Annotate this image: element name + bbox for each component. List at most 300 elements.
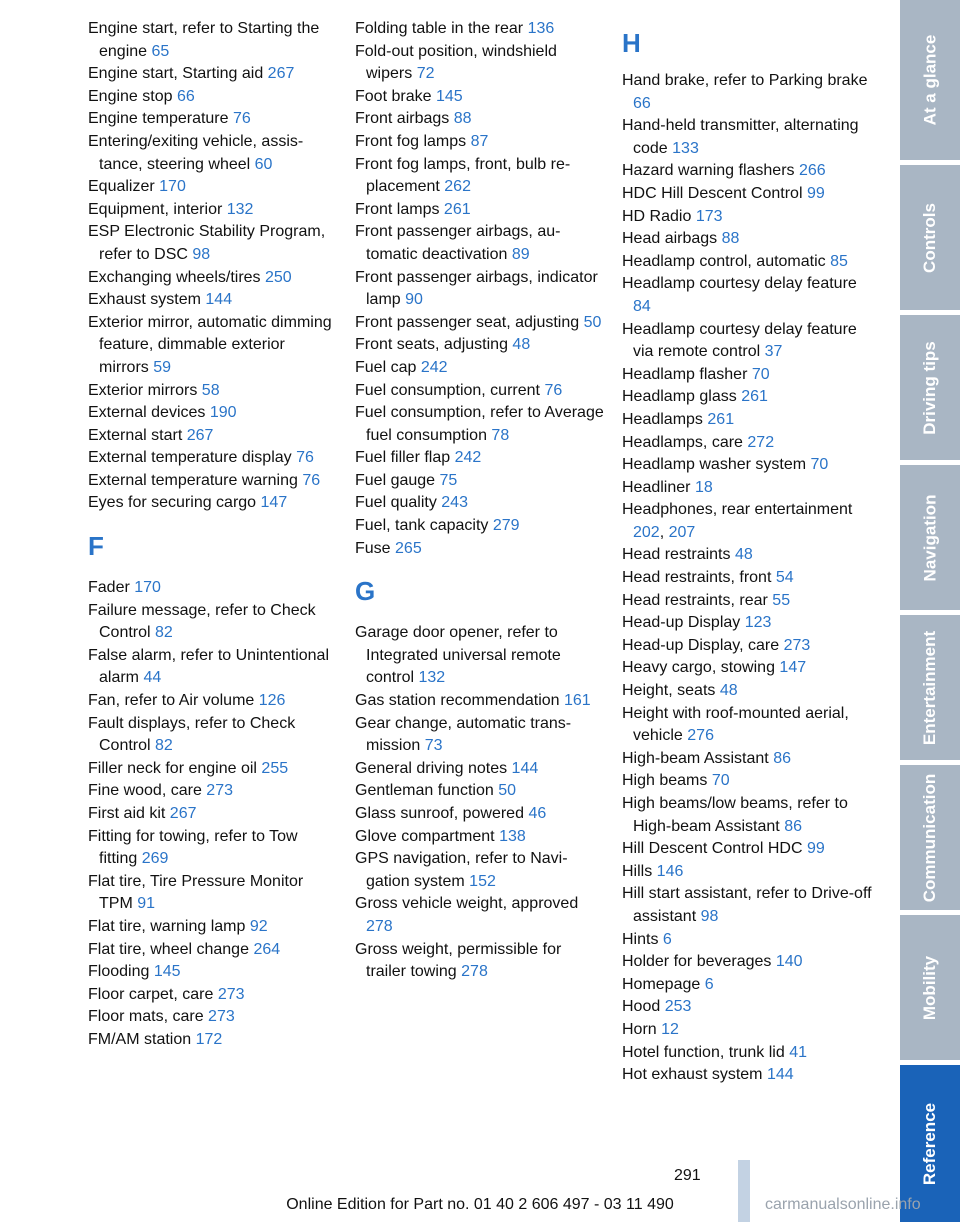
page-reference-link[interactable]: 85 [830, 252, 848, 270]
page-reference-link[interactable]: 267 [169, 805, 197, 822]
page-reference-link[interactable]: 144 [511, 759, 539, 777]
page-reference-link[interactable]: 261 [707, 410, 735, 428]
index-entry-text: ESP Electronic Stability Program, refer to DSC [88, 223, 326, 263]
index-entry [355, 713, 605, 758]
index-entry [622, 454, 872, 477]
page-reference-link[interactable]: 86 [773, 749, 791, 767]
index-entry-text: Hazard warning flashers [622, 162, 795, 180]
index-entry-text: Head restraints, front [622, 569, 772, 587]
index-entry [622, 612, 872, 635]
index-entry-text: Equipment, interior [88, 200, 223, 218]
index-entry-text: Front airbags [355, 110, 450, 128]
index-entry-text: First aid kit [88, 805, 166, 822]
page-reference-link[interactable]: 261 [741, 388, 768, 406]
page-reference-link[interactable]: 144 [205, 291, 233, 309]
page-reference-link[interactable]: 59 [153, 358, 172, 376]
page-reference-link[interactable]: 60 [254, 155, 273, 173]
index-entry [355, 221, 605, 266]
index-entry [88, 826, 338, 871]
index-entry [88, 916, 338, 939]
page-reference-link[interactable]: 147 [779, 659, 807, 677]
page-reference-link[interactable]: 46 [528, 805, 547, 822]
index-entry-text: Exhaust system [88, 291, 201, 309]
index-entry [355, 131, 605, 154]
page-reference-link[interactable]: 84 [633, 297, 651, 315]
index-entry [88, 267, 338, 290]
page-reference-link[interactable]: 58 [201, 381, 220, 399]
index-entry [88, 131, 338, 176]
watermark-text: carmanualsonline.info [765, 1196, 921, 1213]
page-reference-link[interactable]: 243 [441, 494, 468, 512]
index-entry [355, 402, 605, 447]
page-reference-link[interactable]: 99 [806, 840, 825, 858]
page-reference-link[interactable]: 99 [806, 184, 825, 202]
page-reference-link[interactable]: 279 [492, 517, 520, 535]
index-entry-text: Engine stop [88, 87, 173, 105]
page-reference-link[interactable]: 273 [217, 985, 245, 1003]
page-reference-link[interactable]: 54 [775, 569, 794, 587]
page-reference-link[interactable]: 132 [226, 200, 254, 218]
index-entry-text: Front passenger airbags, automatic deactivation [355, 223, 561, 263]
index-entry-text: Flat tire, wheel change [88, 940, 249, 958]
index-entry-text: Headlamp courtesy delay feature [622, 275, 857, 293]
tab-controls[interactable] [900, 165, 960, 310]
index-entry-text: Flat tire, Tire Pressure Monitor TPM [88, 872, 304, 913]
index-entry [355, 334, 605, 357]
index-entry [622, 657, 872, 680]
index-entry-text: Headlamp courtesy delay feature via remote control [622, 320, 857, 361]
index-entry-text: Hill Descent Control HDC [622, 840, 803, 858]
index-entry [88, 600, 338, 645]
index-entry-text: Hood [622, 998, 661, 1016]
index-entry [622, 861, 872, 884]
index-entry [88, 871, 338, 916]
index-entry [355, 108, 605, 131]
index-entry-text: Fuel filler flap [355, 449, 451, 467]
page-reference-link[interactable]: 266 [798, 162, 826, 180]
index-entry [622, 364, 872, 387]
index-entry [622, 1019, 872, 1042]
index-entry [88, 939, 338, 962]
index-entry-text: Front fog lamps, front, bulb replacement [355, 155, 571, 196]
index-entry [622, 996, 872, 1019]
index-entry [622, 1042, 872, 1065]
index-entry-text: High-beam Assistant [622, 749, 769, 767]
page-reference-link[interactable]: 267 [267, 65, 295, 83]
page-reference-link[interactable]: 202 [633, 523, 660, 541]
page-reference-link[interactable]: 88 [721, 230, 740, 248]
index-entry-text: Flat tire, warning lamp [88, 917, 246, 935]
index-entry [622, 951, 872, 974]
page-reference-link[interactable]: 76 [232, 110, 251, 128]
index-entry-text: Hand-held transmitter, alternating code [622, 117, 859, 157]
index-entry [88, 176, 338, 199]
index-entry-text: Hand brake, refer to Parking brake [622, 72, 868, 89]
page-reference-link[interactable]: 273 [783, 636, 811, 654]
index-entry-text: Headlamps [622, 410, 703, 428]
index-entry [88, 713, 338, 758]
index-entry-text: Headphones, rear entertainment [622, 501, 853, 519]
page-reference-link[interactable]: 98 [192, 245, 211, 263]
page-reference-link[interactable]: 242 [420, 358, 448, 376]
index-entry-text: Filler neck for engine oil [88, 759, 257, 777]
page-reference-link[interactable]: 140 [775, 953, 803, 971]
page-reference-link[interactable]: 48 [719, 682, 738, 700]
index-entry [355, 267, 605, 312]
index-entry-text: GPS navigation, refer to Navigation system [355, 850, 568, 890]
index-entry [622, 929, 872, 952]
index-entry [622, 160, 872, 183]
page-reference-link[interactable]: 278 [461, 963, 488, 981]
index-entry [355, 803, 605, 826]
page-reference-link[interactable]: 78 [491, 426, 510, 444]
page-reference-link[interactable]: 6 [662, 930, 672, 948]
page-reference-link[interactable]: 82 [155, 737, 173, 755]
page-reference-link[interactable]: 76 [296, 449, 314, 467]
index-entry [88, 402, 338, 425]
index-entry-text: Gear change, automatic transmission [355, 714, 572, 755]
tab-at-a-glance[interactable] [900, 0, 960, 160]
page-reference-link[interactable]: 41 [789, 1043, 807, 1061]
index-entry-text: Floor mats, care [88, 1008, 204, 1026]
index-entry-text: Horn [622, 1020, 657, 1038]
index-entry [88, 425, 338, 448]
index-entry-text: HD Radio [622, 207, 692, 225]
index-entry [355, 447, 605, 470]
index-entry-text: Glove compartment [355, 827, 495, 845]
page-reference-link[interactable]: 138 [499, 827, 526, 845]
page-reference-link[interactable]: 92 [249, 917, 268, 935]
edition-footer: Online Edition for Part no. 01 40 2 606 497 - 03 11 490 [286, 1196, 674, 1213]
index-entry-text: Front passenger seat, adjusting [355, 313, 580, 331]
index-entry-text: Gentleman function [355, 782, 494, 800]
page-reference-link[interactable]: 261 [443, 200, 471, 218]
page-reference-link[interactable]: 170 [159, 178, 186, 196]
index-entry [88, 780, 338, 803]
index-column-1 [88, 18, 338, 1052]
index-entry [355, 893, 605, 938]
index-entry-text: External start [88, 426, 183, 444]
index-entry [88, 380, 338, 403]
page-reference-link[interactable]: 65 [151, 42, 170, 60]
index-entry-text: Hints [622, 930, 659, 948]
tab-driving-tips[interactable] [900, 315, 960, 460]
page-reference-link[interactable]: 147 [260, 494, 288, 512]
index-entry-text: Fitting for towing, refer to Tow fitting [88, 827, 298, 868]
page-reference-link[interactable]: 273 [206, 782, 233, 800]
page-reference-link[interactable]: 12 [661, 1020, 679, 1038]
index-entry-text: Fader [88, 579, 130, 597]
index-entry [622, 432, 872, 455]
page-reference-link[interactable]: 265 [395, 539, 422, 557]
index-entry-text: Folding table in the rear [355, 20, 524, 37]
index-entry-text: Fuse [355, 539, 391, 557]
index-entry [88, 18, 338, 63]
index-entry-text: Floor carpet, care [88, 985, 214, 1003]
index-entry-text: Height, seats [622, 682, 716, 700]
index-entry-text: Headlamps, care [622, 433, 743, 451]
index-entry: Headphones, rear entertainment 202, 207 [622, 501, 853, 541]
page-reference-link[interactable]: 76 [544, 381, 563, 399]
page-reference-link[interactable]: 207 [668, 523, 696, 541]
index-entry [88, 492, 338, 515]
index-entry [355, 357, 605, 380]
index-entry [622, 883, 872, 928]
tab-label: Communication [920, 773, 940, 902]
index-entry-text: Front fog lamps [355, 132, 467, 150]
index-entry [622, 748, 872, 771]
index-entry [622, 183, 872, 206]
page-reference-link[interactable]: 70 [711, 772, 730, 790]
index-entry-text: Head restraints, rear [622, 591, 768, 609]
page-reference-link[interactable]: 144 [766, 1066, 794, 1084]
index-entry [622, 319, 872, 364]
index-entry-text: Front seats, adjusting [355, 336, 508, 354]
index-entry [622, 544, 872, 567]
index-entry-text: Engine start, refer to Starting the engine [88, 20, 320, 60]
index-entry-text: Engine temperature [88, 110, 229, 128]
page-reference-link[interactable]: 267 [186, 426, 214, 444]
page-reference-link[interactable]: 88 [453, 110, 472, 128]
page-reference-link[interactable]: 264 [253, 940, 281, 958]
index-entry-text: Exchanging wheels/tires [88, 268, 261, 286]
index-entry-text: Headlamp glass [622, 388, 737, 406]
index-entry-text: Glass sunroof, powered [355, 805, 524, 822]
index-entry [355, 199, 605, 222]
page-reference-link[interactable]: 87 [470, 132, 489, 150]
page-reference-link[interactable]: 44 [143, 669, 162, 687]
index-entry [355, 538, 605, 561]
page-reference-link[interactable]: 190 [209, 404, 237, 422]
index-entry [88, 221, 338, 266]
index-entry [622, 206, 872, 229]
index-entry [622, 838, 872, 861]
index-entry-text: Hot exhaust system [622, 1066, 763, 1084]
index-entry-text: Front passenger airbags, indicator lamp [355, 268, 598, 309]
page-reference-link[interactable]: 242 [454, 449, 482, 467]
index-entry-text: Gas station recommendation [355, 692, 560, 710]
page-reference-link[interactable]: 152 [469, 872, 496, 890]
index-entry-text: External temperature display [88, 449, 292, 467]
page-reference-link[interactable]: 123 [744, 614, 772, 632]
index-entry [88, 470, 338, 493]
index-entry [355, 622, 605, 690]
index-column-3 [622, 18, 872, 1087]
index-entry-text: Heavy cargo, stowing [622, 659, 775, 677]
index-entry [355, 18, 605, 41]
index-entry [355, 848, 605, 893]
index-entry [355, 380, 605, 403]
page-reference-link[interactable]: 173 [695, 207, 723, 225]
index-entry [355, 939, 605, 984]
tab-label: Controls [920, 202, 940, 273]
index-entry-text: Fuel cap [355, 358, 417, 376]
page-reference-link[interactable]: 278 [366, 917, 393, 935]
page-reference-link[interactable]: 89 [511, 245, 530, 263]
index-entry [622, 590, 872, 613]
index-entry-text: Entering/exiting vehicle, assistance, steering wheel [88, 132, 304, 173]
index-entry-text: Exterior mirror, automatic dimming feature, dimmable exterior mirrors [88, 313, 332, 376]
page-reference-link[interactable]: 70 [810, 456, 829, 474]
index-entry [355, 690, 605, 713]
index-entry-text: External temperature warning [88, 471, 298, 489]
index-entry-text: Gross vehicle weight, approved [355, 895, 579, 913]
index-entry-text: Head airbags [622, 230, 718, 248]
page-reference-link[interactable]: 50 [498, 782, 516, 800]
tab-label: Mobility [920, 955, 939, 1020]
index-entry [622, 70, 872, 115]
index-entry-text: General driving notes [355, 759, 508, 777]
index-entry [355, 470, 605, 493]
index-entry [622, 273, 872, 318]
page-number: 291 [674, 1167, 701, 1184]
page-reference-link[interactable]: 145 [435, 87, 463, 105]
index-entry-text: Equalizer [88, 178, 155, 196]
page-reference-link[interactable]: 272 [747, 433, 775, 451]
page-reference-link[interactable]: 37 [764, 343, 783, 361]
index-entry [88, 63, 338, 86]
index-entry [622, 228, 872, 251]
index-entry [88, 961, 338, 984]
page-reference-link[interactable]: 50 [583, 313, 602, 331]
index-entry [88, 690, 338, 713]
index-entry [88, 645, 338, 690]
index-entry-text: Gross weight, permissible for trailer towing [355, 940, 562, 981]
page-reference-link[interactable]: 75 [439, 471, 458, 489]
index-entry [622, 115, 872, 160]
page-reference-link[interactable]: 66 [633, 94, 651, 112]
tab-communication[interactable] [900, 765, 960, 910]
page-reference-link[interactable]: 170 [134, 579, 161, 597]
page-reference-link[interactable]: 253 [664, 998, 692, 1016]
tab-navigation[interactable] [900, 465, 960, 610]
index-entry-text: FM/AM station [88, 1030, 192, 1048]
index-entry [88, 289, 338, 312]
index-entry-text: Exterior mirrors [88, 381, 198, 399]
page-reference-link[interactable]: 146 [656, 862, 684, 880]
page-reference-link[interactable]: 72 [416, 65, 435, 83]
index-entry-text: Fine wood, care [88, 782, 202, 800]
index-entry [622, 409, 872, 432]
index-entry [88, 86, 338, 109]
index-entry [355, 758, 605, 781]
index-entry-text: Head-up Display [622, 614, 741, 632]
index-entry-text: Headlamp washer system [622, 456, 807, 474]
index-entry-text: Flooding [88, 963, 150, 981]
index-entry-text: Garage door opener, refer to Integrated universal remote control [355, 624, 561, 687]
index-entry [88, 108, 338, 131]
index-entry-text: High beams [622, 772, 708, 790]
page-reference-link[interactable]: 273 [208, 1008, 235, 1026]
page-reference-link[interactable]: 133 [672, 139, 699, 157]
page-reference-link[interactable]: 262 [444, 178, 471, 196]
page-reference-link[interactable]: 90 [405, 291, 423, 309]
page-reference-link[interactable]: 82 [155, 624, 173, 642]
page-reference-link[interactable]: 269 [141, 850, 169, 868]
section-letter: G [355, 576, 376, 607]
index-entry [88, 577, 338, 600]
index-entry [622, 386, 872, 409]
page-reference-link[interactable]: 276 [687, 727, 714, 745]
page-reference-link[interactable]: 70 [751, 365, 770, 383]
index-entry [622, 770, 872, 793]
page-reference-link[interactable]: 172 [195, 1030, 223, 1048]
page-reference-link[interactable]: 48 [734, 546, 753, 564]
page-reference-link[interactable]: 255 [261, 759, 289, 777]
index-entry [622, 635, 872, 658]
index-entry [355, 515, 605, 538]
index-entry-text: Headliner [622, 478, 691, 496]
page-reference-link[interactable]: 250 [265, 268, 292, 286]
index-entry [622, 477, 872, 500]
index-entry-text: Headlamp control, automatic [622, 252, 826, 270]
index-entry [88, 803, 338, 826]
index-entry [355, 312, 605, 335]
page-reference-link[interactable]: 66 [176, 87, 195, 105]
index-entry-text: Fan, refer to Air volume [88, 692, 255, 710]
tab-label: Driving tips [920, 340, 940, 435]
tab-label: Reference [920, 1102, 939, 1185]
page-reference-link[interactable]: 136 [527, 20, 555, 37]
index-entry-text: Fault displays, refer to Check Control [88, 714, 296, 755]
tab-label: At a glance [920, 34, 940, 126]
page-reference-link[interactable]: 55 [772, 591, 791, 609]
index-entry [622, 680, 872, 703]
index-entry-text: Headlamp flasher [622, 365, 748, 383]
page-reference-link[interactable]: 6 [704, 975, 714, 993]
index-entry [88, 312, 338, 380]
page-reference-link[interactable]: 48 [512, 336, 531, 354]
tab-mobility[interactable] [900, 915, 960, 1060]
index-entry-text: Fuel, tank capacity [355, 517, 489, 535]
tab-entertainment[interactable] [900, 615, 960, 760]
index-entry [355, 492, 605, 515]
index-entry-text: Head-up Display, care [622, 636, 780, 654]
index-entry [622, 974, 872, 997]
index-entry-text: Homepage [622, 975, 701, 993]
index-entry [622, 793, 872, 838]
page-reference-link[interactable]: 18 [694, 478, 713, 496]
page-reference-link[interactable]: 76 [302, 471, 321, 489]
index-entry-text: HDC Hill Descent Control [622, 184, 803, 202]
index-entry [88, 1029, 338, 1052]
index-entry-text: Fuel consumption, current [355, 381, 540, 399]
page-reference-link[interactable]: 132 [418, 669, 446, 687]
index-entry-text: External devices [88, 404, 206, 422]
index-entry [88, 1006, 338, 1029]
page-reference-link[interactable]: 73 [424, 737, 443, 755]
index-entry-text: Hills [622, 862, 653, 880]
page-reference-link[interactable]: 86 [784, 817, 802, 835]
page-reference-link[interactable]: 91 [137, 895, 156, 913]
index-entry [622, 251, 872, 274]
index-entry [88, 984, 338, 1007]
tab-label: Navigation [920, 494, 939, 581]
page-reference-link[interactable]: 98 [700, 907, 719, 925]
index-entry-text: Fuel quality [355, 494, 437, 512]
page-reference-link[interactable]: 161 [564, 692, 591, 710]
index-entry [355, 826, 605, 849]
page-reference-link[interactable]: 145 [153, 963, 181, 981]
index-entry-text: Engine start, Starting aid [88, 65, 264, 83]
index-entry-text: False alarm, refer to Unintentional alarm [88, 646, 329, 687]
index-entry-text: Head restraints [622, 546, 731, 564]
index-column-2 [355, 18, 605, 984]
index-entry-text: Holder for beverages [622, 953, 772, 971]
index-entry-text: Height with roof-mounted aerial, vehicle [622, 704, 849, 745]
page-reference-link[interactable]: 126 [258, 692, 286, 710]
index-entry [355, 86, 605, 109]
